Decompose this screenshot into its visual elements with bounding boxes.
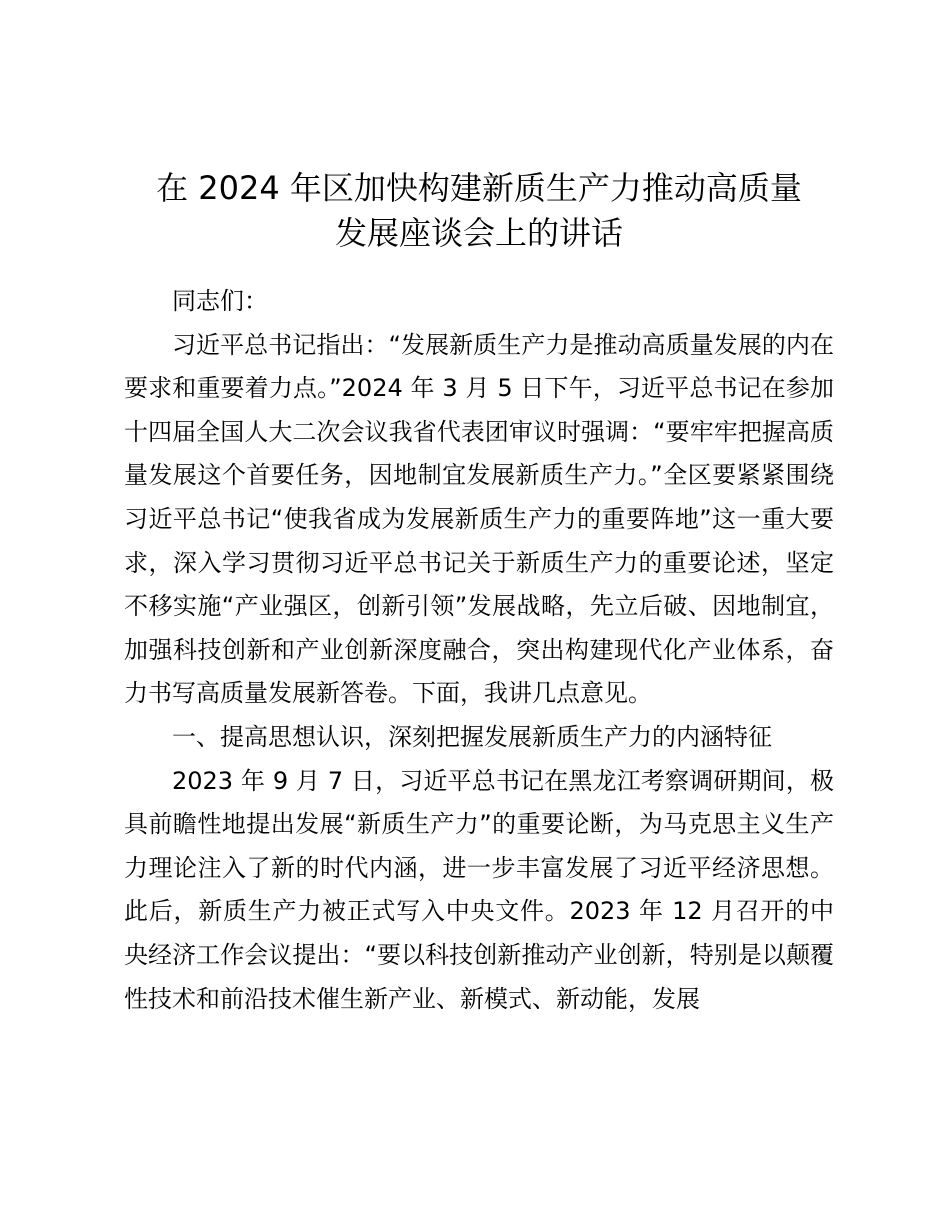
section-1-heading: 一、提高思想认识，深刻把握发展新质生产力的内涵特征 <box>172 722 772 751</box>
title-line-2: 发展座谈会上的讲话 <box>334 214 623 252</box>
paragraph-1: 习近平总书记指出：“发展新质生产力是推动高质量发展的内在要求和重要着力点。”2024 年 3 月 5 日下午，习近平总书记在参加十四届全国人大二次会议我省代表团审议时强调：“要牢牢把握高质量发展这个首要任务，因地制宜发展新质生产力。”全区要紧紧围绕习近平总书记“使我省成为发展新质生产力的重要阵地”这一重大要求，深入学习贯彻习近平总书记关于新质生产力的重要论述，坚定不移实施“产业强区，创新引领”发展战略，先立后破、因地制宜，加强科技创新和产业创新深度融合，突出构建现代化产业体系，奋力书写高质量发展新答卷。下面，我讲几点意见。 <box>124 330 834 708</box>
salutation: 同志们： <box>172 287 268 315</box>
title-line-1: 在 2024 年区加快构建新质生产力推动高质量 <box>156 169 802 207</box>
document-title <box>124 166 834 256</box>
paragraph-2: 2023 年 9 月 7 日，习近平总书记在黑龙江考察调研期间，极具前瞻性地提出发展“新质生产力”的重要论断，为马克思主义生产力理论注入了新的时代内涵，进一步丰富发展了习近平经济思想。此后，新质生产力被正式写入中央文件。2023 年 12 月召开的中央经济工作会议提出：“要以科技创新推动产业创新，特别是以颠覆性技术和前沿技术催生新产业、新模式、新动能，发展 <box>124 766 834 1013</box>
document-body <box>124 280 834 1021</box>
